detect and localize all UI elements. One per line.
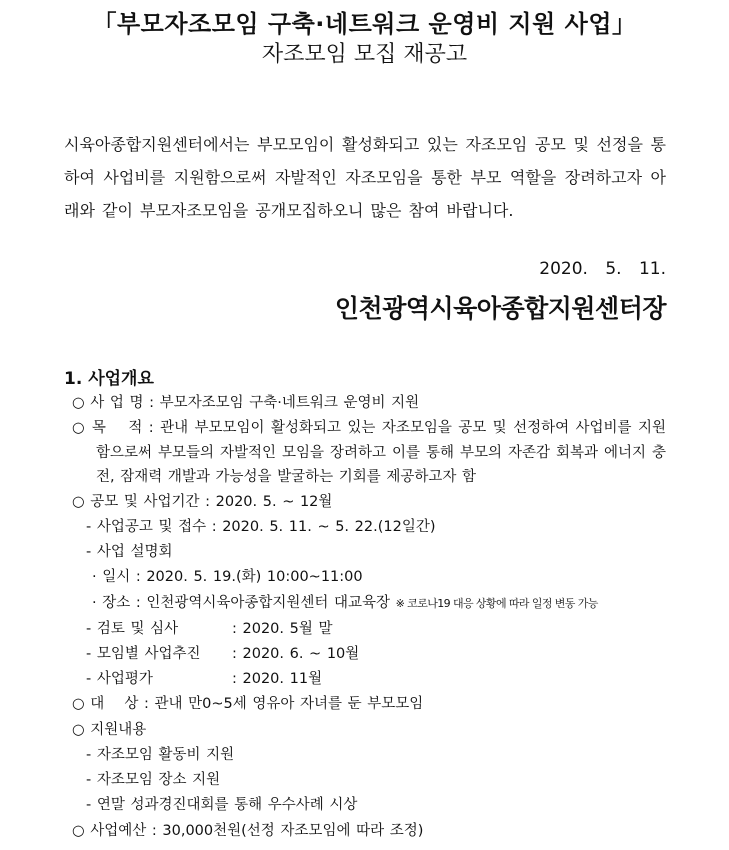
briefing-place-line — [92, 591, 598, 616]
review-line — [86, 617, 332, 641]
evaluation-label: - 사업평가 — [86, 671, 153, 687]
execution-value: : 2020. 6. ~ 10월 — [232, 646, 360, 662]
support-line: ○ 지원내용 — [72, 722, 147, 738]
target-line: ○ 대 상 : 관내 만0~5세 영유아 자녀를 둔 부모모임 — [72, 696, 424, 712]
section-heading: 1. 사업개요 — [64, 369, 154, 389]
intro-paragraph: 시육아종합지원센터에서는 부모모임이 활성화되고 있는 자조모임 공모 및 선정을 통하여 사업비를 지원함으로써 자발적인 자조모임을 통한 부모 역할을 장려하고자 아래와 같이 부모자조모임을 공개모집하오니 많은 참여 바랍니다. — [64, 135, 666, 220]
execution-line — [86, 642, 359, 666]
document-title: 「부모자조모임 구축·네트워크 운영비 지원 사업」 — [92, 10, 637, 38]
announcement-line: - 사업공고 및 접수 : 2020. 5. 11. ~ 5. 22.(12일간) — [86, 519, 436, 535]
briefing-place-text: · 장소 : 인천광역시육아종합지원센터 대교육장 — [92, 595, 391, 611]
briefing-note: ※ 코로나19 대응 상황에 따라 일정 변동 가능 — [395, 597, 598, 610]
support-item: - 자조모임 장소 지원 — [86, 772, 221, 788]
purpose-text: ○ 목 적 : 관내 부모모임이 활성화되고 있는 자조모임을 공모 및 선정하여 사업비를 지원함으로써 부모들의 자발적인 모임을 장려하고 이를 통해 부모의 자존감 회복과 에너지 충전, 잠재력 개발과 가능성을 발굴하는 기회를 제공하고자 함 — [72, 420, 666, 485]
briefing-date-line: · 일시 : 2020. 5. 19.(화) 10:00~11:00 — [92, 569, 363, 585]
evaluation-value: : 2020. 11월 — [232, 671, 323, 687]
period-line: ○ 공모 및 사업기간 : 2020. 5. ~ 12월 — [72, 494, 333, 510]
support-item: - 연말 성과경진대회를 통해 우수사례 시상 — [86, 797, 358, 813]
purpose-block — [72, 416, 666, 490]
announcement-date: 2020. 5. 11. — [539, 259, 666, 279]
support-item: - 자조모임 활동비 지원 — [86, 747, 235, 763]
review-label: - 검토 및 심사 — [86, 621, 179, 637]
execution-label: - 모임별 사업추진 — [86, 646, 201, 662]
review-value: : 2020. 5월 말 — [232, 621, 333, 637]
briefing-line: - 사업 설명회 — [86, 544, 173, 560]
budget-line: ○ 사업예산 : 30,000천원(선정 자조모임에 따라 조정) — [72, 823, 424, 839]
project-name-line: ○ 사 업 명 : 부모자조모임 구축·네트워크 운영비 지원 — [72, 395, 420, 411]
document-subtitle: 자조모임 모집 재공고 — [261, 42, 468, 67]
issuing-organization: 인천광역시육아종합지원센터장 — [334, 294, 666, 323]
evaluation-line — [86, 667, 322, 691]
